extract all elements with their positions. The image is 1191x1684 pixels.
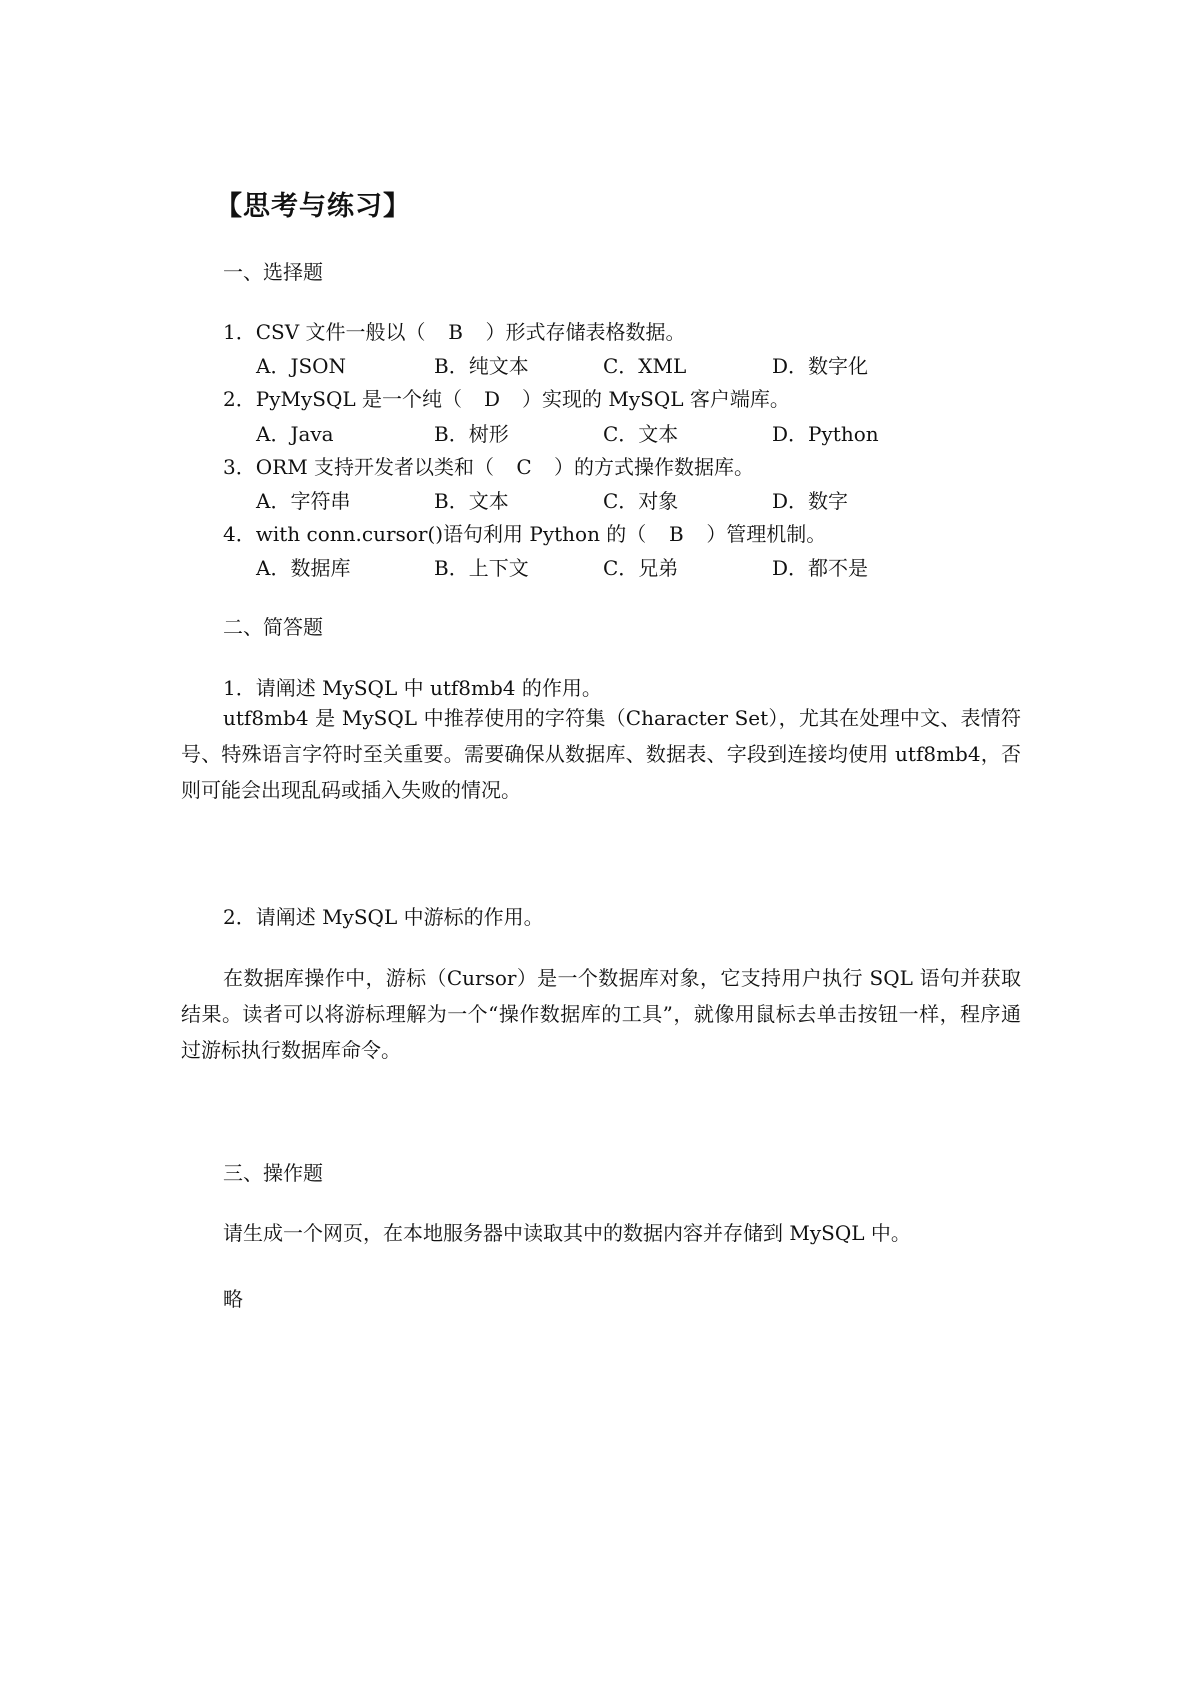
question-number: 1． [223, 320, 256, 344]
option-a: A．JSON [256, 354, 347, 378]
question-text-before: ORM 支持开发者以类和（ [255, 455, 495, 479]
question-number: 4． [223, 522, 256, 546]
option-a: A．字符串 [256, 489, 351, 513]
question-text-after: ）的方式操作数据库。 [554, 455, 755, 479]
question-text-after: ）管理机制。 [706, 522, 827, 546]
question-answer: D [483, 387, 501, 411]
option-b: B．文本 [434, 489, 509, 513]
question-number: 3． [223, 455, 256, 479]
practice-answer: 略 [223, 1287, 243, 1311]
option-c: C．文本 [603, 422, 679, 446]
option-b: B．上下文 [434, 556, 529, 580]
option-b: B．纯文本 [434, 354, 529, 378]
option-c: C．对象 [603, 489, 679, 513]
option-b: B．树形 [434, 422, 509, 446]
question-text-after: ）实现的 MySQL 客户端库。 [522, 387, 790, 411]
option-d: D．数字 [772, 489, 849, 513]
page-title: 【思考与练习】 [215, 191, 411, 222]
option-a: A．Java [256, 422, 334, 446]
short-answer-question-1: 1．请阐述 MySQL 中 utf8mb4 的作用。 [223, 676, 602, 700]
option-c: C．XML [603, 354, 687, 378]
option-a: A．数据库 [256, 556, 351, 580]
question-answer: C [516, 455, 532, 479]
option-d: D．数字化 [772, 354, 869, 378]
question-3 [223, 451, 754, 480]
short-answer-answer-1: utf8mb4 是 MySQL 中推荐使用的字符集（Character Set），尤其在处理中文、表情符号、特殊语言字符时至关重要。需要确保从数据库、数据表、字段到连接均使用 utf8mb4，否则可能会出现乱码或插入失败的情况。 [181, 706, 1021, 802]
question-4 [223, 518, 826, 547]
question-number: 2． [223, 387, 256, 411]
short-answer-question-2: 2．请阐述 MySQL 中游标的作用。 [223, 905, 544, 929]
section-heading-choice: 一、选择题 [223, 260, 323, 284]
section-heading-short-answer: 二、简答题 [223, 615, 323, 639]
question-text-before: CSV 文件一般以（ [255, 320, 426, 344]
question-1 [223, 316, 686, 345]
practice-task: 请生成一个网页，在本地服务器中读取其中的数据内容并存储到 MySQL 中。 [223, 1221, 911, 1245]
option-d: D．Python [772, 422, 879, 446]
option-d: D．都不是 [772, 556, 869, 580]
question-text-after: ）形式存储表格数据。 [485, 320, 686, 344]
question-text-before: with conn.cursor()语句利用 Python 的（ [255, 522, 647, 546]
question-answer: B [668, 522, 684, 546]
question-text-before: PyMySQL 是一个纯（ [255, 387, 463, 411]
option-c: C．兄弟 [603, 556, 679, 580]
short-answer-answer-2: 在数据库操作中，游标（Cursor）是一个数据库对象，它支持用户执行 SQL 语句并获取结果。读者可以将游标理解为一个“操作数据库的工具”，就像用鼠标去单击按钮一样，程序通过游标执行数据库命令。 [181, 966, 1021, 1062]
question-answer: B [448, 320, 463, 344]
question-2 [223, 383, 790, 412]
section-heading-practice: 三、操作题 [223, 1161, 323, 1185]
